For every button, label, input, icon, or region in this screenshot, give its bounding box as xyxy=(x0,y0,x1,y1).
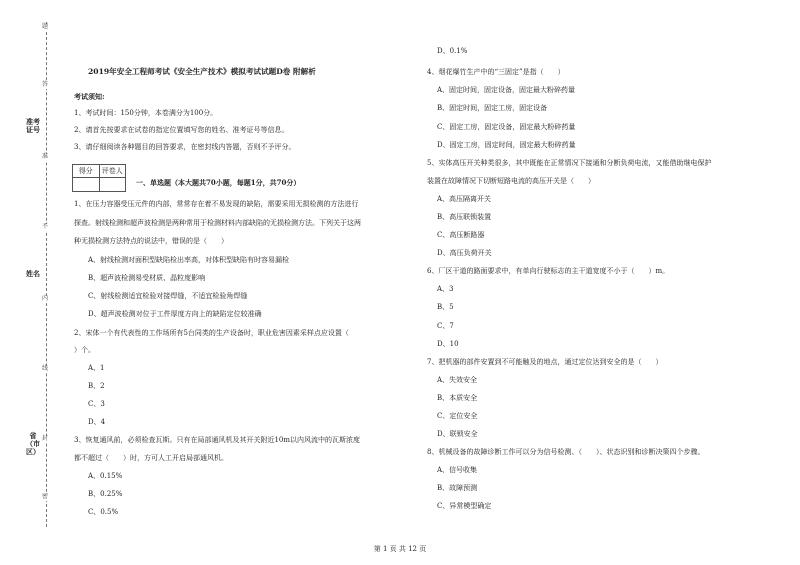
name-label: 姓名 xyxy=(26,269,40,278)
district-label: 省（市区） xyxy=(26,431,40,457)
answer-option: C、射线检测适宜检验对接焊缝，不适宜检验角焊缝 xyxy=(88,292,248,300)
question-text: 2、宋体一个有代表性的工作场所有5台同类的生产设备时，职业危害因素采样点应设置（ xyxy=(74,329,349,337)
question-text: 都不超过（ ）时，方可人工开启局部通风机。 xyxy=(74,454,228,462)
answer-option: C、高压断路器 xyxy=(437,231,485,239)
cut-mark: 线 xyxy=(41,365,48,372)
binding-line xyxy=(46,22,47,527)
answer-option: C、异常模型确定 xyxy=(437,502,492,510)
score-header: 得分 xyxy=(78,167,93,175)
question-text: 7、把机器的部件安置到不可能触及的地点，通过定位达到安全的是（ ） xyxy=(427,358,663,366)
answer-option: B、故障预测 xyxy=(437,484,478,492)
answer-option: B、0.25% xyxy=(88,490,123,498)
answer-option: A、0.15% xyxy=(88,472,123,480)
question-text: 6、厂区干道的路面要求中，有单向行驶标志的主干道宽度不小于（ ）m。 xyxy=(427,267,670,275)
answer-option: B、5 xyxy=(437,303,454,311)
cut-mark: 准 xyxy=(41,153,48,160)
answer-option: D、超声波检测对位于工件厚度方向上的缺陷定位较准确 xyxy=(88,310,262,318)
answer-option: C、定位安全 xyxy=(437,412,478,420)
answer-option: D、4 xyxy=(88,418,106,426)
question-text: 1、在压力容器受压元件的内部，常常存在着不易发现的缺陷，需要采用无损检测的方法进行 xyxy=(74,200,359,208)
question-text: 3、恢复通风前，必须检查瓦斯。只有在局部通风机及其开关附近10m以内风流中的瓦斯浓度 xyxy=(74,436,360,444)
answer-option: B、本质安全 xyxy=(437,394,478,402)
score-cell[interactable] xyxy=(73,178,99,191)
notice-heading: 考试须知: xyxy=(74,92,105,101)
notice-item: 3、请仔细阅读各种题目的回答要求，在密封线内答题，否则不予评分。 xyxy=(74,143,296,151)
answer-option: A、信号收集 xyxy=(437,466,478,474)
exam-number-label: 准考证号 xyxy=(26,117,40,135)
answer-option: D、10 xyxy=(437,340,459,348)
notice-item: 1、考试时间：150分钟，本卷满分为100分。 xyxy=(74,109,218,117)
notice-item: 2、请首先按要求在试卷的指定位置填写您的姓名、准考证号等信息。 xyxy=(74,126,289,134)
page-number: 第 1 页 共 12 页 xyxy=(373,545,427,553)
answer-option: A、失效安全 xyxy=(437,376,478,384)
answer-option: B、2 xyxy=(88,382,105,390)
grader-cell[interactable] xyxy=(99,178,126,191)
section-title: 一、单选题（本大题共70小题，每题1分，共70分） xyxy=(136,178,301,187)
grader-header: 评卷人 xyxy=(99,165,126,177)
score-table xyxy=(72,164,126,192)
answer-option: D、0.1% xyxy=(437,47,468,55)
question-text: 8、机械设备的故障诊断工作可以分为信号检测、（ ）、状态识别和诊断决策四个步骤。 xyxy=(427,448,705,456)
answer-option: A、射线检测对面积型缺陷检出率高，对体积型缺陷有时容易漏检 xyxy=(88,256,290,264)
question-text: ）个。 xyxy=(74,346,95,354)
cut-mark: 题 xyxy=(41,23,48,30)
cut-mark: 答 xyxy=(41,81,48,88)
question-text: 4、烟花爆竹生产中的“三固定”是指（ ） xyxy=(427,68,565,76)
answer-option: D、固定工房，固定时间，固定最大粉碎药量 xyxy=(437,141,576,149)
cut-mark: 内 xyxy=(41,295,48,302)
answer-option: B、固定时间，固定工房，固定设备 xyxy=(437,104,548,112)
answer-option: A、3 xyxy=(437,285,454,293)
cut-mark: 封 xyxy=(41,435,48,442)
answer-option: C、7 xyxy=(437,322,454,330)
cut-mark: 密 xyxy=(41,493,48,500)
answer-option: A、高压隔离开关 xyxy=(437,195,492,203)
question-text: 装置在故障情况下切断短路电流的高压开关是（ ） xyxy=(427,177,595,185)
answer-option: D、高压负荷开关 xyxy=(437,249,492,257)
answer-option: D、联锁安全 xyxy=(437,430,478,438)
question-text: 5、实体高压开关种类很多，其中既能在正常情况下接通和分断负荷电流，又能借助继电保护 xyxy=(427,159,712,167)
answer-option: C、0.5% xyxy=(88,508,119,516)
answer-option: C、3 xyxy=(88,400,105,408)
answer-option: A、1 xyxy=(88,364,105,372)
answer-option: C、固定工房，固定设备，固定最大粉碎药量 xyxy=(437,123,576,131)
question-text: 探查。射线检测和超声波检测是两种常用于检测材料内部缺陷的无损检测方法。下列关于这两 xyxy=(74,219,361,227)
answer-option: A、固定时间，固定设备，固定最大粉碎药量 xyxy=(437,86,576,94)
cut-mark: 不 xyxy=(41,223,48,230)
page-title: 2019年安全工程师考试《安全生产技术》模拟考试试题D卷 附解析 xyxy=(88,67,316,76)
question-text: 种无损检测方法特点的说法中，错误的是（ ） xyxy=(74,237,228,245)
answer-option: B、高压联锁装置 xyxy=(437,213,492,221)
answer-option: B、超声波检测易受材质、晶粒度影响 xyxy=(88,274,206,282)
